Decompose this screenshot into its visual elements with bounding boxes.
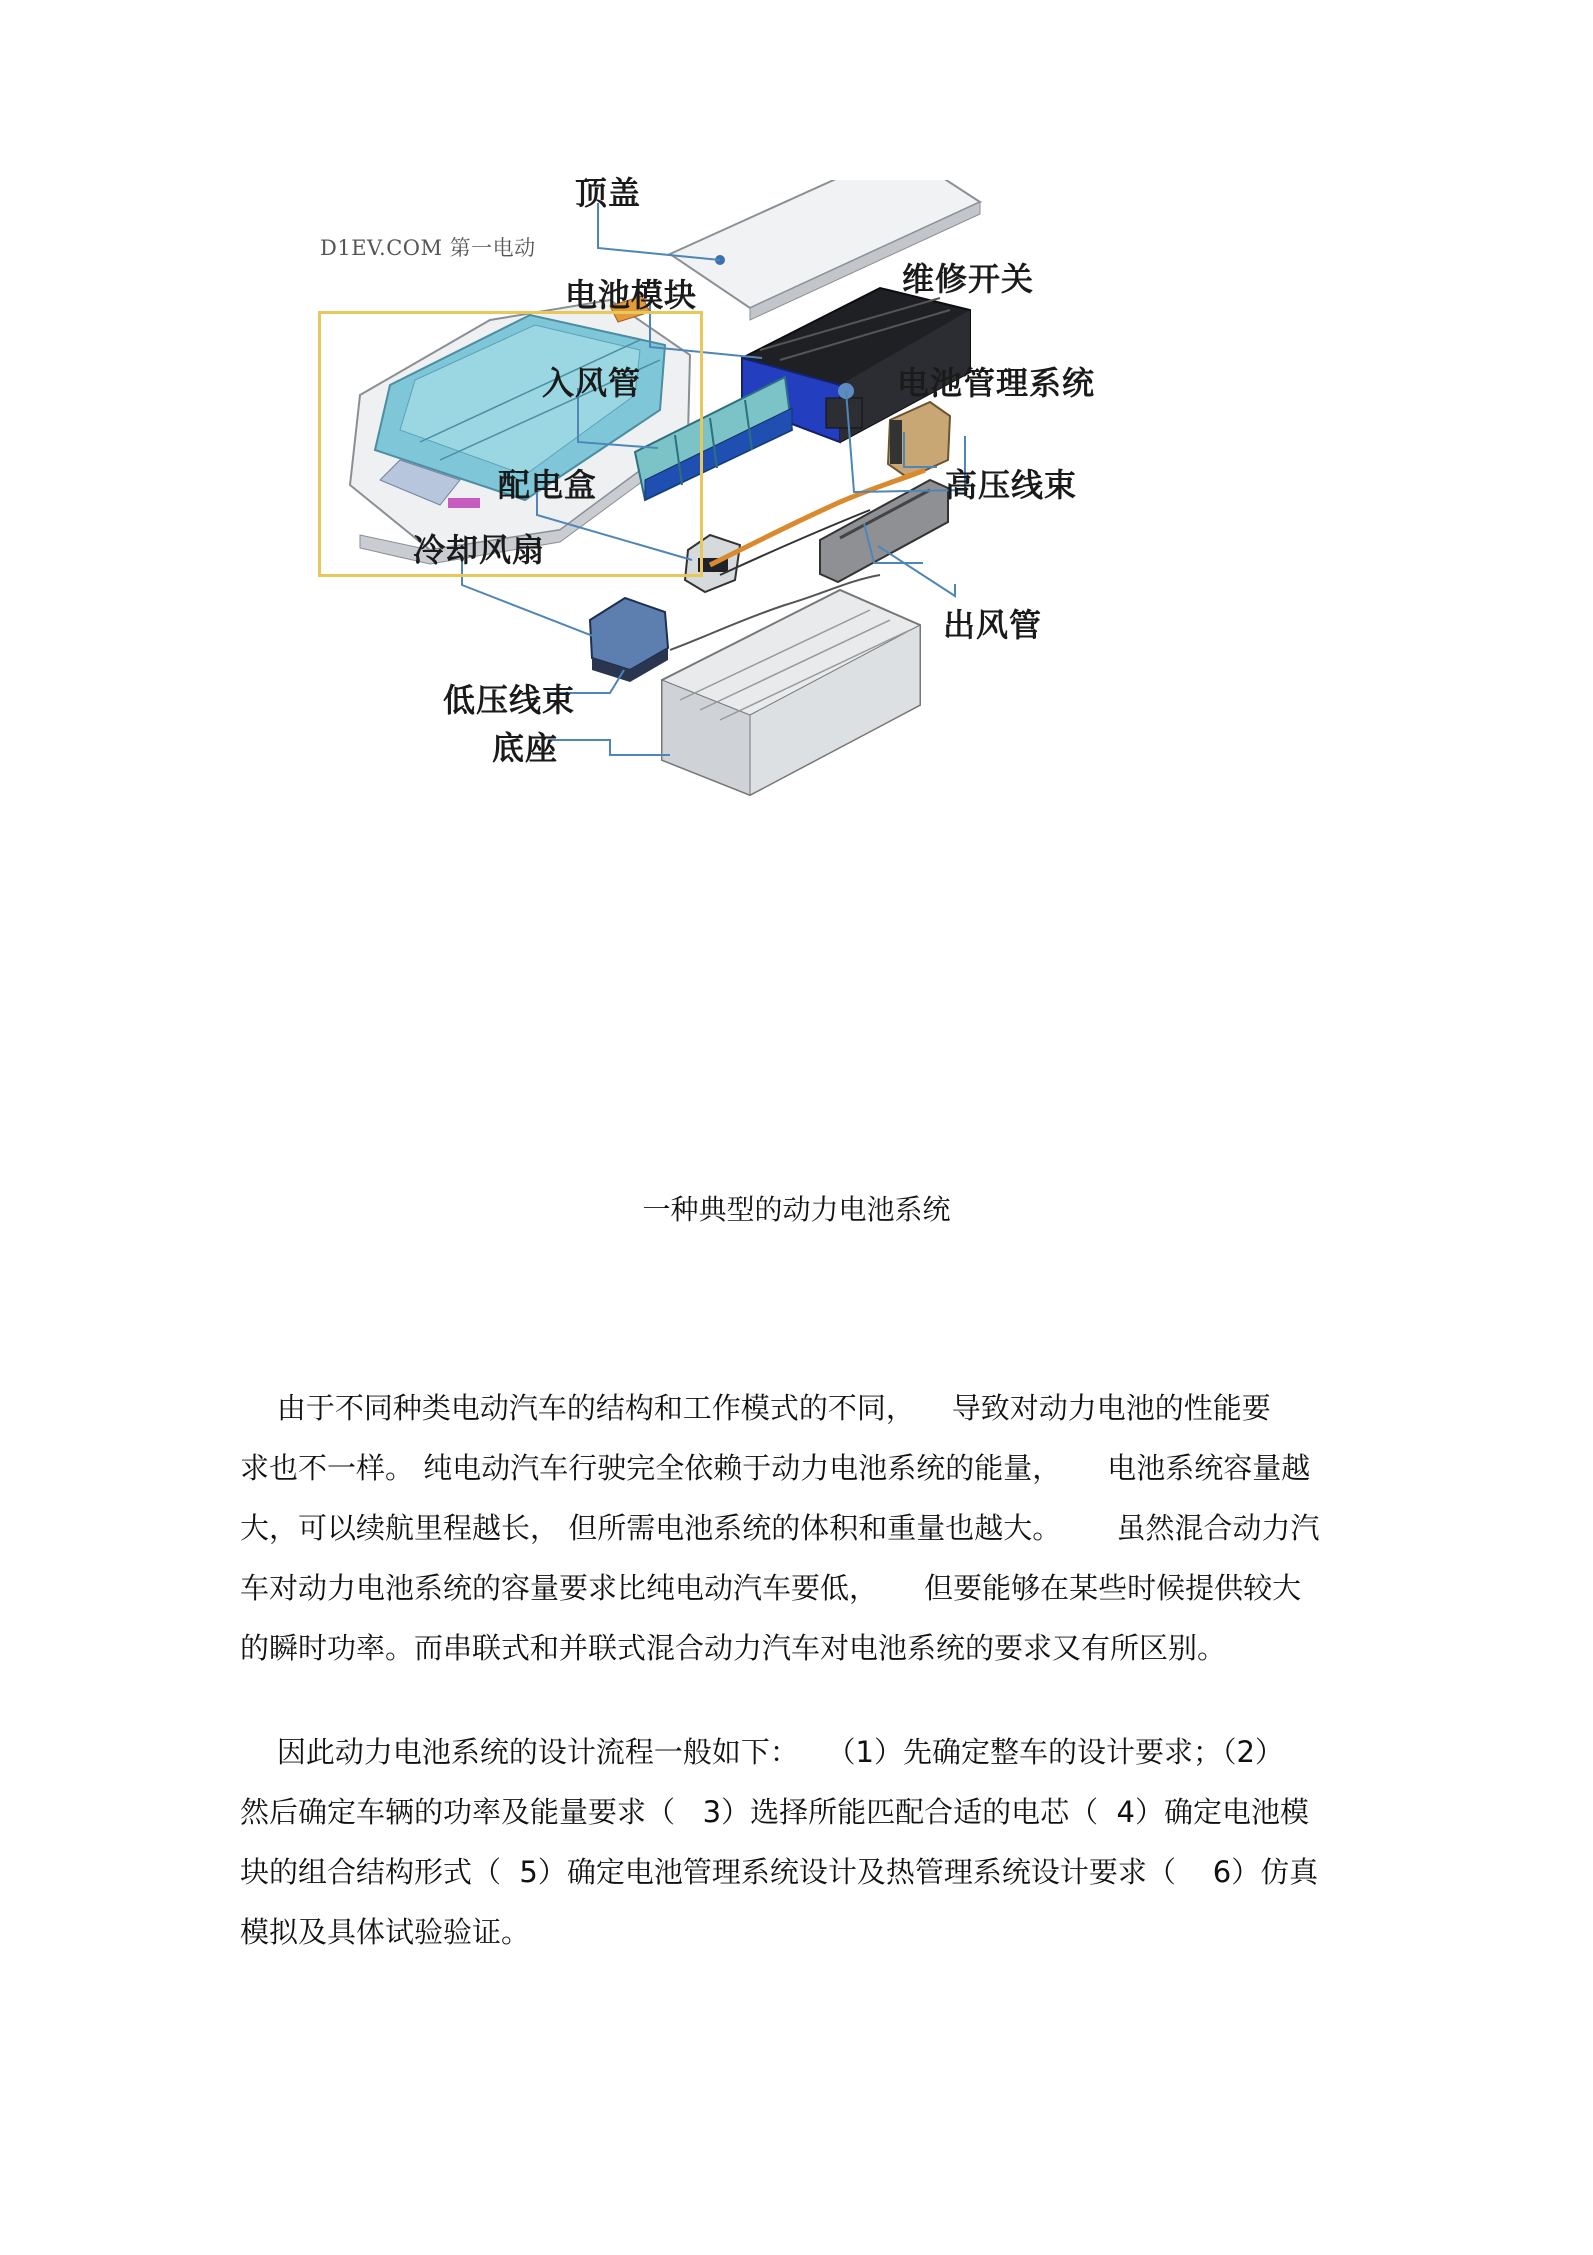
cooling-fan-part — [590, 598, 668, 682]
paragraph-line: 模拟及具体试验验证。 — [240, 1915, 531, 1949]
label-hv-harness: 高压线束 — [945, 466, 1078, 504]
exploded-battery-figure — [280, 174, 1520, 1040]
label-base: 底座 — [492, 729, 559, 767]
paragraph-line: 由于不同种类电动汽车的结构和工作模式的不同， 导致对动力电池的性能要 — [240, 1391, 1271, 1425]
label-lv-harness: 低压线束 — [443, 681, 576, 719]
paragraph-line: 大，可以续航里程越长， 但所需电池系统的体积和重量也越大。 虽然混合动力汽 — [240, 1511, 1320, 1545]
label-cooling-fan: 冷却风扇 — [413, 531, 546, 569]
label-battery-module: 电池模块 — [565, 276, 698, 314]
paragraph-1 — [240, 1378, 1360, 1678]
label-top-cover: 顶盖 — [575, 174, 642, 212]
label-air-inlet-duct: 入风管 — [542, 364, 642, 402]
watermark-text: D1EV.COM 第一电动 — [320, 236, 536, 260]
label-air-outlet-duct: 出风管 — [943, 606, 1043, 644]
base-tray-part — [662, 590, 920, 795]
paragraph-line: 车对动力电池系统的容量要求比纯电动汽车要低， 但要能够在某些时候提供较大 — [240, 1571, 1302, 1605]
figure-caption: 一种典型的动力电池系统 — [642, 1193, 951, 1226]
label-bms: 电池管理系统 — [897, 364, 1096, 402]
paragraph-line: 块的组合结构形式（ 5）确定电池管理系统设计及热管理系统设计要求（ 6）仿真 — [240, 1855, 1319, 1889]
label-distribution-box: 配电盒 — [498, 466, 598, 504]
label-service-switch: 维修开关 — [902, 260, 1035, 298]
paragraph-line: 求也不一样。 纯电动汽车行驶完全依赖于动力电池系统的能量， 电池系统容量越 — [240, 1451, 1311, 1485]
paragraph-line: 然后确定车辆的功率及能量要求（ 3）选择所能匹配合适的电芯（ 4）确定电池模 — [240, 1795, 1309, 1829]
paragraph-2 — [240, 1722, 1360, 1962]
battery-diagram-graphic — [280, 180, 1520, 1040]
paragraph-line: 因此动力电池系统的设计流程一般如下： （1）先确定整车的设计要求；（2） — [240, 1735, 1284, 1769]
paragraph-line: 的瞬时功率。而串联式和并联式混合动力汽车对电池系统的要求又有所区别。 — [240, 1631, 1227, 1665]
air-outlet-duct-part — [820, 480, 948, 582]
